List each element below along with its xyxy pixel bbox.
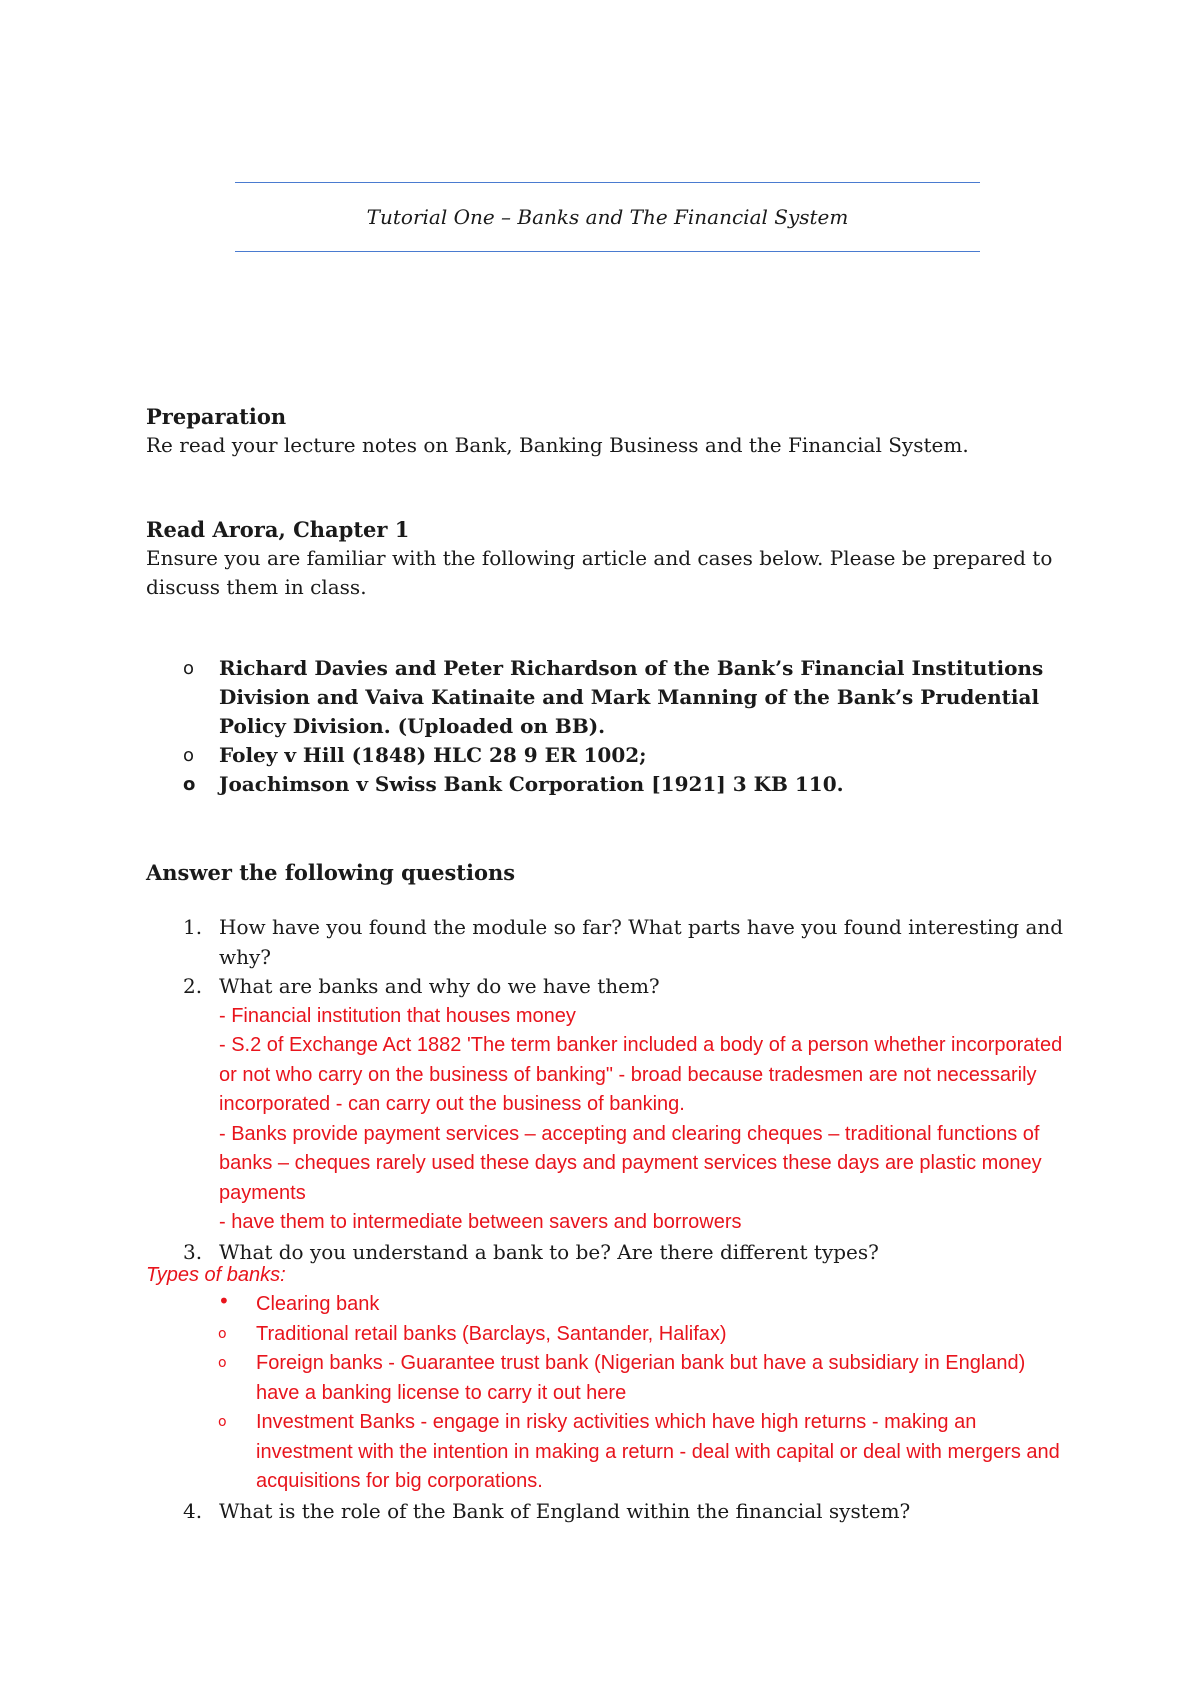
reading-text: Ensure you are familiar with the following article and cases below. Please be prepared to discuss them in class. (146, 546, 1053, 599)
bank-type-text: Traditional retail banks (Barclays, Santander, Halifax) (256, 1322, 727, 1345)
reading-section (146, 515, 1066, 602)
question-item (146, 1497, 1066, 1527)
bank-type-text: Foreign banks - Guarantee trust bank (Nigerian bank but have a subsidiary in England) have a banking license to carry it out here (256, 1352, 1026, 1404)
bank-types-list (146, 1290, 1066, 1497)
bullet-circle-icon: o (218, 1414, 227, 1430)
question-number: 1. (183, 915, 203, 939)
question-text: How have you found the module so far? What parts have you found interesting and why? (219, 915, 1064, 969)
questions-list (146, 913, 1066, 1267)
question-text: What are banks and why do we have them? (219, 974, 660, 998)
answer-line: - S.2 of Exchange Act 1882 'The term banker included a body of a person whether incorporated or not who carry on the business of banking" - broad because tradesmen are not necessarily incorporated - can carry out the business of banking. (219, 1034, 1063, 1115)
reading-item-text: Richard Davies and Peter Richardson of the Bank’s Financial Institutions Division and Vaiva Katinaite and Mark Manning of the Bank’s Prudential Policy Division. (Uploaded on BB). (219, 656, 1044, 738)
answer-line: - Banks provide payment services – accepting and clearing cheques – traditional functions of banks – cheques rarely used these days and payment services these days are plastic money payments (219, 1122, 1042, 1204)
preparation-heading: Preparation (146, 404, 287, 429)
bullet-circle-icon: o (183, 658, 195, 679)
answer-line: - Financial institution that houses money (219, 1004, 576, 1027)
title-top-rule (235, 182, 980, 183)
types-label: Types of banks: (146, 1264, 286, 1286)
bullet-circle-icon: o (183, 774, 196, 795)
question-number: 2. (183, 974, 203, 998)
bullet-circle-icon: o (183, 745, 195, 766)
preparation-section (146, 402, 1066, 460)
title-bottom-rule (235, 251, 980, 252)
questions-section (146, 858, 1066, 887)
list-item (146, 1349, 1066, 1408)
question-item (146, 972, 1066, 1238)
list-item (146, 1290, 1066, 1320)
bullet-circle-icon: o (218, 1355, 227, 1371)
question-text: What is the role of the Bank of England within the financial system? (219, 1499, 911, 1523)
bullet-circle-icon: o (218, 1325, 227, 1342)
bank-type-text: Clearing bank (256, 1293, 380, 1315)
reading-item-text: Joachimson v Swiss Bank Corporation [1921] 3 KB 110. (219, 772, 844, 796)
bank-type-text: Investment Banks - engage in risky activities which have high returns - making an investment with the intention in making a return - deal with capital or deal with mergers and acquisitions for big corporations. (256, 1411, 1060, 1492)
reading-item-text: Foley v Hill (1848) HLC 28 9 ER 1002; (219, 743, 647, 767)
list-item (146, 1320, 1066, 1350)
reading-list (146, 654, 1046, 799)
reading-heading: Read Arora, Chapter 1 (146, 517, 410, 542)
document-title: Tutorial One – Banks and The Financial System (366, 205, 849, 229)
answer-line: - have them to intermediate between savers and borrowers (219, 1211, 742, 1233)
list-item (146, 770, 1046, 799)
list-item (146, 1408, 1066, 1497)
preparation-text: Re read your lecture notes on Bank, Banking Business and the Financial System. (146, 433, 969, 457)
bullet-dot-icon: • (218, 1289, 230, 1313)
questions-list-continued (146, 1497, 1066, 1527)
list-item (146, 654, 1046, 741)
questions-heading: Answer the following questions (146, 860, 516, 885)
question-number: 4. (183, 1499, 203, 1523)
list-item (146, 741, 1046, 770)
question-item (146, 913, 1066, 972)
question-number: 3. (183, 1239, 203, 1264)
question-text: What do you understand a bank to be? Are there different types? (219, 1239, 879, 1264)
